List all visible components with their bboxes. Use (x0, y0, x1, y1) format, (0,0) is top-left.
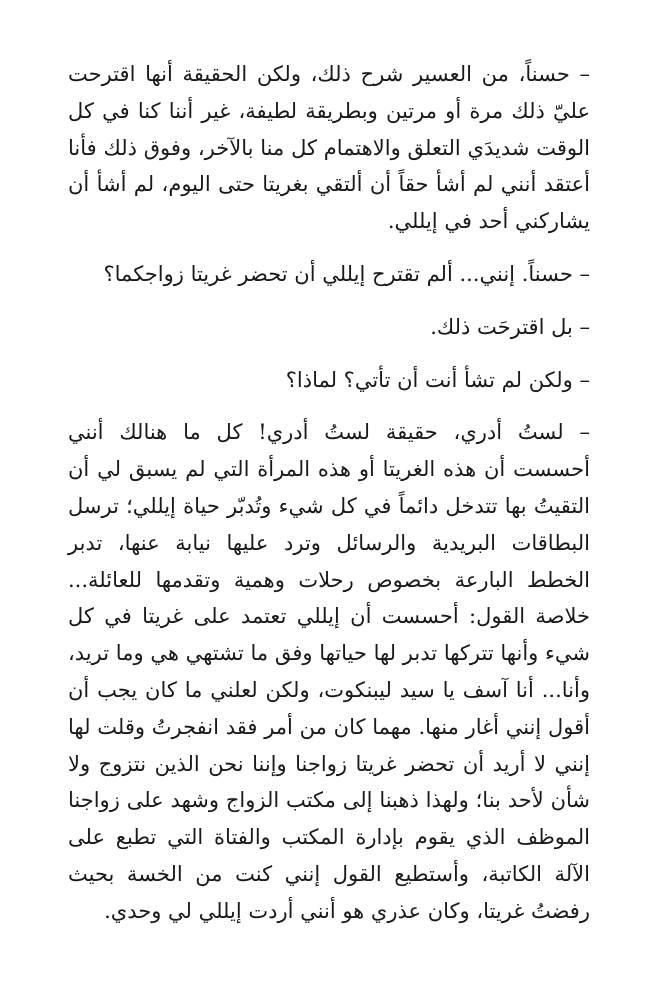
paragraph-1: – حسناً، من العسير شرح ذلك، ولكن الحقيقة أنها اقترحت عليّ ذلك مرة أو مرتين وبطريقة لطيفة، غير أننا كنا في كل الوقت شديدَي التعلق والاهتمام كل منا بالآخر، وفوق ذلك فأنا أعتقد أنني لم أشأ حقاً أن ألتقي بغريتا حتى اليوم، لم أشأ أن يشاركني أحد في إيللي. (68, 62, 590, 234)
paragraph-2: – حسناً. إنني... ألم تقترح إيللي أن تحضر غريتا زواجكما؟ (103, 261, 590, 286)
book-page (68, 56, 590, 930)
paragraph-3: – بل اقترحَت ذلك. (430, 314, 590, 339)
paragraph-5: – لستُ أدري، حقيقة لستُ أدري! كل ما هنالك أنني أحسست أن هذه الغريتا أو هذه المرأة التي لم يسبق لي أن التقيتُ بها تتدخل دائماً في كل شيء وتُدبّر حياة إيللي؛ ترسل البطاقات البريدية والرسائل وترد عليها نيابة عنها، تدبر الخطط البارعة بخصوص رحلات وهمية وتقدمها للعائلة... خلاصة القول: أحسست أن إيللي تعتمد على غريتا في كل شيء وأنها تتركها تدبر لها حياتها وفق ما تشتهي هي وما تريد، وأنا... أنا آسف يا سيد ليبنكوت، ولكن لعلني ما كان يجب أن أقول إنني أغار منها. مهما كان من أمر فقد انفجرتُ وقلت لها إنني لا أريد أن تحضر غريتا زواجنا وإننا نحن الذين نتزوج ولا شأن لأحد بنا؛ ولهذا ذهبنا إلى مكتب الزواج وشهد على زواجنا الموظف الذي يقوم بإدارة المكتب والفتاة التي تطبع على الآلة الكاتبة، وأستطيع القول إنني كنت من الخسة بحيث رفضتُ غريتا، وكان عذري هو أنني أردت إيللي لي وحدي. (68, 420, 590, 923)
paragraph-4: – ولكن لم تشأ أنت أن تأتي؟ لماذا؟ (285, 367, 590, 392)
